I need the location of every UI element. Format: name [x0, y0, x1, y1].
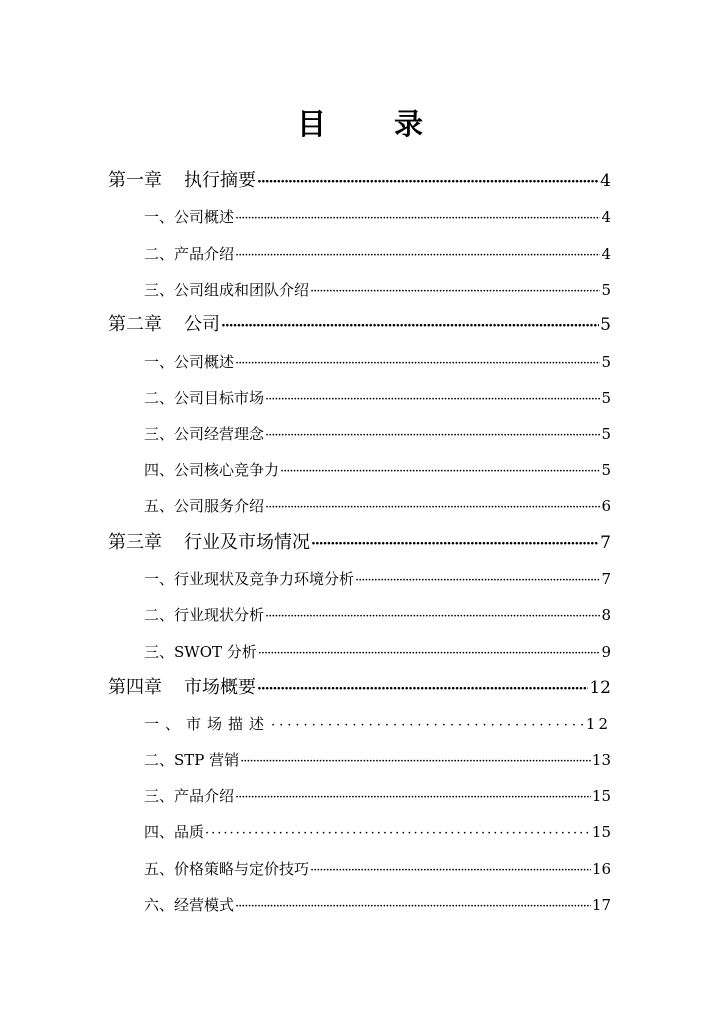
toc-section-4-6[interactable] [144, 892, 611, 918]
toc-section-title: 五、公司服务介绍 [144, 497, 265, 515]
toc-leader [355, 568, 600, 594]
toc-section-title: 二、行业现状分析 [144, 606, 265, 624]
toc-section-3-2[interactable] [144, 602, 611, 628]
toc-section-2-5[interactable] [144, 493, 611, 519]
toc-section-1-2[interactable] [144, 241, 611, 267]
toc-section-4-1[interactable] [144, 711, 611, 737]
toc-section-title: 三、公司组成和团队介绍 [144, 281, 310, 299]
toc-leader [311, 531, 599, 557]
toc-chapter-number: 第一章 [108, 170, 162, 191]
toc-page-number: 7 [601, 570, 611, 588]
toc-section-4-3[interactable] [144, 783, 611, 809]
toc-leader [205, 821, 591, 847]
toc-section-4-5[interactable] [144, 856, 611, 882]
toc-page-number: 7 [600, 533, 611, 553]
toc-section-1-3[interactable] [144, 277, 611, 303]
toc-section-title: 二、公司目标市场 [144, 389, 265, 407]
toc-section-title: 一、公司概述 [144, 208, 235, 226]
toc-chapter-title: 执行摘要 [184, 170, 256, 191]
toc-leader [257, 169, 599, 195]
toc-chapter-number: 第二章 [108, 314, 162, 335]
page-title-part2: 录 [394, 106, 424, 141]
toc-chapter-title: 市场概要 [184, 677, 256, 698]
toc-page-number: 15 [591, 787, 611, 805]
toc-page-number: 16 [591, 860, 611, 878]
toc-chapter-title: 行业及市场情况 [184, 532, 310, 553]
toc-page-number: 15 [591, 823, 611, 841]
toc-chapter-2[interactable] [108, 312, 611, 338]
toc-chapter-4[interactable] [108, 675, 611, 701]
toc-page-number: 6 [601, 497, 611, 515]
toc-section-2-2[interactable] [144, 385, 611, 411]
toc-section-3-1[interactable] [144, 566, 611, 592]
toc-leader [265, 495, 600, 521]
toc-chapter-3[interactable] [108, 530, 611, 556]
toc-chapter-number: 第三章 [108, 532, 162, 553]
toc-section-title: 三、公司经营理念 [144, 425, 265, 443]
toc-page-number: 5 [600, 315, 611, 335]
toc-section-2-3[interactable] [144, 421, 611, 447]
page-title-part1: 目 [296, 106, 326, 141]
toc-leader [235, 351, 600, 377]
toc-leader [235, 894, 591, 920]
toc-page-number: 13 [591, 751, 611, 769]
toc-leader [235, 785, 591, 811]
toc-page-number: 4 [600, 171, 611, 191]
toc-leader [310, 279, 600, 305]
toc-section-2-1[interactable] [144, 349, 611, 375]
toc-leader [271, 713, 585, 739]
toc-section-title: 二、产品介绍 [144, 245, 235, 263]
toc-page-number: 5 [601, 353, 611, 371]
toc-section-title: 二、STP 营销 [144, 751, 240, 769]
toc-section-title: 三、SWOT 分析 [144, 643, 257, 661]
toc-page-number: 9 [601, 643, 611, 661]
toc-section-4-2[interactable] [144, 747, 611, 773]
toc-section-2-4[interactable] [144, 457, 611, 483]
toc-section-title: 四、品质 [144, 823, 205, 841]
toc-leader [265, 604, 600, 630]
toc-section-4-4[interactable] [144, 819, 611, 845]
toc-page-number: 17 [591, 896, 611, 914]
toc-page-number: 8 [601, 606, 611, 624]
toc-section-title: 四、公司核心竞争力 [144, 461, 280, 479]
toc-leader [257, 676, 588, 702]
toc-leader [265, 387, 600, 413]
toc-chapter-number: 第四章 [108, 677, 162, 698]
toc-page-number: 4 [601, 208, 611, 226]
toc-page-number: 5 [601, 425, 611, 443]
toc-chapter-1[interactable] [108, 168, 611, 194]
toc-section-title: 五、价格策略与定价技巧 [144, 860, 310, 878]
toc-page-number: 5 [601, 461, 611, 479]
toc-leader [280, 459, 600, 485]
toc-section-title: 一、行业现状及竞争力环境分析 [144, 570, 355, 588]
toc-section-3-3[interactable] [144, 639, 611, 665]
toc-leader [258, 641, 601, 667]
toc-section-title: 一、公司概述 [144, 353, 235, 371]
toc-page-number: 5 [601, 389, 611, 407]
toc-section-title: 三、产品介绍 [144, 787, 235, 805]
toc-section-1-1[interactable] [144, 204, 611, 230]
toc-section-title: 一、市场描述 [144, 715, 271, 733]
toc-page-number: 4 [601, 245, 611, 263]
toc-leader [221, 313, 599, 339]
toc-page-number: 5 [601, 281, 611, 299]
toc-leader [265, 423, 600, 449]
toc-leader [235, 243, 600, 269]
toc-leader [235, 206, 600, 232]
toc-leader [310, 858, 591, 884]
toc-chapter-title: 公司 [184, 314, 220, 335]
toc-section-title: 六、经营模式 [144, 896, 235, 914]
toc-page-number: 12 [589, 678, 611, 698]
page-title [0, 100, 720, 144]
toc-leader [240, 749, 591, 775]
toc-page-number: 12 [585, 715, 611, 733]
